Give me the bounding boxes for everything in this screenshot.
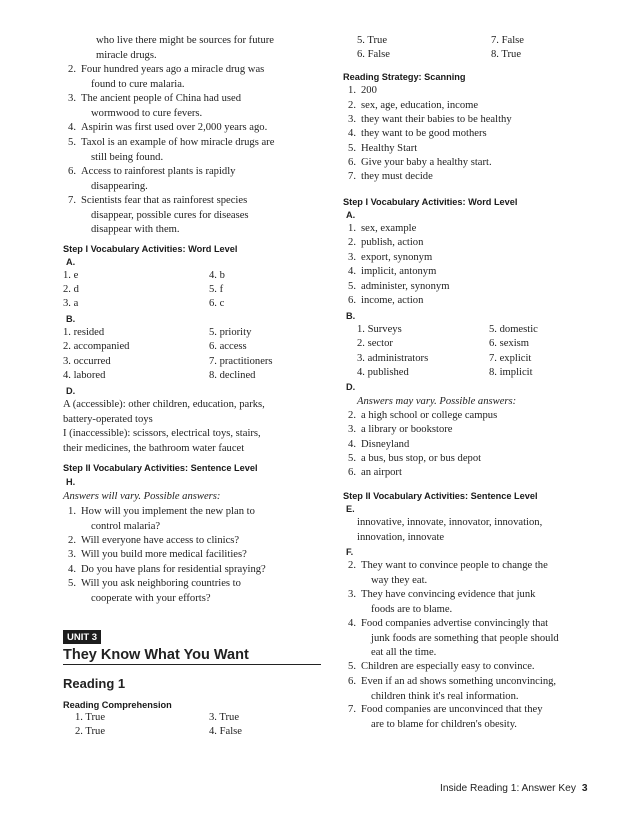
section-heading: Step II Vocabulary Activities: Sentence Level bbox=[63, 463, 258, 473]
line: eat all the time. bbox=[371, 647, 437, 658]
line: Healthy Start bbox=[361, 143, 418, 154]
answer: 3. a bbox=[63, 298, 79, 309]
line: children think it's real information. bbox=[371, 690, 519, 702]
list-item bbox=[343, 84, 598, 99]
line: a bus, bus stop, or bus depot bbox=[361, 453, 482, 464]
item-number: 5. bbox=[348, 281, 356, 292]
item-number: 6. bbox=[68, 166, 76, 177]
list-item bbox=[63, 63, 325, 92]
subsection-label: A. bbox=[66, 257, 76, 267]
line: they want to be good mothers bbox=[361, 128, 487, 139]
item-number: 4. bbox=[348, 439, 356, 450]
answer: 4. published bbox=[357, 367, 409, 378]
line: How will you implement the new plan to bbox=[81, 506, 255, 517]
line: junk foods are something that people should bbox=[371, 632, 559, 644]
line: administer, synonym bbox=[361, 281, 450, 292]
line: Children are especially easy to convince. bbox=[361, 661, 535, 672]
answer: 5. domestic bbox=[489, 324, 538, 335]
line: a high school or college campus bbox=[361, 410, 498, 421]
list-item bbox=[343, 559, 598, 588]
answer: 7. False bbox=[491, 35, 524, 46]
list-item bbox=[63, 136, 325, 165]
item-number: 6. bbox=[348, 676, 356, 687]
line: who live there might be sources for future bbox=[96, 35, 274, 46]
line: miracle drugs. bbox=[96, 49, 157, 61]
subsection-label: E. bbox=[346, 504, 355, 514]
item-number: 2. bbox=[348, 410, 356, 421]
line: they want their babies to be healthy bbox=[361, 114, 512, 125]
line: innovation, innovate bbox=[357, 531, 445, 543]
subsection-label: H. bbox=[66, 477, 76, 487]
item-number: 7. bbox=[348, 171, 356, 182]
list-item bbox=[63, 92, 325, 121]
line: sex, age, education, income bbox=[361, 100, 479, 111]
list-item bbox=[63, 534, 325, 549]
list-item bbox=[343, 170, 598, 185]
list-item bbox=[343, 113, 598, 128]
answer: 1. e bbox=[63, 270, 79, 281]
line: Do you have plans for residential spraying? bbox=[81, 564, 266, 575]
answer: 6. access bbox=[209, 341, 247, 352]
list-item bbox=[343, 588, 598, 617]
item-number: 4. bbox=[348, 266, 356, 277]
item-number: 7. bbox=[348, 704, 356, 715]
line: wormwood to cure fevers. bbox=[91, 107, 203, 119]
item-number: 3. bbox=[348, 589, 356, 600]
item-number: 2. bbox=[68, 64, 76, 75]
answer: 5. priority bbox=[209, 327, 252, 338]
answer: 2. True bbox=[75, 726, 106, 737]
answer: 5. True bbox=[357, 35, 388, 46]
line: Give your baby a healthy start. bbox=[361, 157, 492, 168]
item-number: 5. bbox=[68, 578, 76, 589]
line: Access to rainforest plants is rapidly bbox=[81, 166, 236, 177]
item-number: 4. bbox=[348, 128, 356, 139]
answer: 6. c bbox=[209, 298, 225, 309]
item-number: 1. bbox=[68, 506, 76, 517]
line: found to cure malaria. bbox=[91, 78, 185, 90]
section-heading: Step II Vocabulary Activities: Sentence Level bbox=[343, 491, 538, 501]
answer: 3. occurred bbox=[63, 356, 111, 367]
item-number: 4. bbox=[68, 122, 76, 133]
subsection-label: D. bbox=[66, 386, 76, 396]
line: still being found. bbox=[91, 151, 164, 163]
line: They have convincing evidence that junk bbox=[361, 589, 536, 600]
answer: 4. labored bbox=[63, 370, 106, 381]
line: foods are to blame. bbox=[371, 603, 453, 615]
item-number: 3. bbox=[348, 114, 356, 125]
item-number: 6. bbox=[348, 467, 356, 478]
line: Food companies advertise convincingly that bbox=[361, 618, 549, 629]
line: way they eat. bbox=[371, 574, 428, 586]
line: income, action bbox=[361, 295, 424, 306]
answer: 2. d bbox=[63, 284, 79, 295]
answer-paragraph bbox=[63, 398, 325, 456]
answer: 7. explicit bbox=[489, 353, 532, 364]
item-number: 3. bbox=[348, 424, 356, 435]
list-item bbox=[63, 121, 325, 136]
list-item bbox=[343, 660, 598, 675]
answer: 8. declined bbox=[209, 370, 256, 381]
answer: 5. f bbox=[209, 284, 224, 295]
list-item bbox=[343, 466, 598, 481]
line: A (accessible): other children, education, parks, bbox=[63, 399, 265, 410]
reading-title: Reading 1 bbox=[63, 676, 126, 691]
answer: 3. administrators bbox=[357, 353, 429, 364]
list-item bbox=[343, 251, 598, 266]
line: they must decide bbox=[361, 171, 433, 182]
line: disappear, possible cures for diseases bbox=[91, 209, 249, 221]
line: publish, action bbox=[361, 237, 424, 248]
list-item bbox=[343, 423, 598, 438]
answer: 2. accompanied bbox=[63, 341, 130, 352]
list-item bbox=[343, 675, 598, 704]
answer: 1. Surveys bbox=[357, 324, 402, 335]
footer-text: Inside Reading 1: Answer Key bbox=[440, 783, 576, 794]
line: 200 bbox=[361, 85, 377, 96]
unit-badge: UNIT 3 bbox=[63, 630, 101, 644]
item-number: 5. bbox=[348, 143, 356, 154]
list-item bbox=[343, 703, 598, 732]
line: disappear with them. bbox=[91, 224, 180, 235]
answer: 1. True bbox=[75, 712, 106, 723]
answer-note: Answers may vary. Possible answers: bbox=[357, 396, 517, 407]
answer: 3. True bbox=[209, 712, 240, 723]
subsection-label: B. bbox=[346, 311, 356, 321]
line: Will you build more medical facilities? bbox=[81, 549, 247, 560]
list-item bbox=[63, 548, 325, 563]
page-number: 3 bbox=[581, 783, 588, 794]
list-item bbox=[343, 222, 598, 237]
answer-paragraph bbox=[357, 516, 598, 545]
list-item bbox=[343, 617, 598, 661]
item-number: 4. bbox=[68, 564, 76, 575]
line: implicit, antonym bbox=[361, 266, 437, 277]
line: control malaria? bbox=[91, 520, 161, 532]
answer: 7. practitioners bbox=[209, 356, 273, 367]
list-item bbox=[63, 165, 325, 194]
line: Even if an ad shows something unconvincing, bbox=[361, 676, 557, 687]
line: battery-operated toys bbox=[63, 413, 153, 425]
unit-title: They Know What You Want bbox=[63, 647, 249, 663]
list-item bbox=[343, 99, 598, 114]
subsection-label: D. bbox=[346, 382, 356, 392]
line: an airport bbox=[361, 467, 402, 478]
line: Taxol is an example of how miracle drugs are bbox=[81, 137, 275, 148]
line: I (inaccessible): scissors, electrical toys, stairs, bbox=[63, 428, 261, 439]
answer: 8. True bbox=[491, 49, 522, 60]
list-item bbox=[63, 577, 325, 606]
subsection-label: B. bbox=[66, 314, 76, 324]
item-number: 3. bbox=[68, 93, 76, 104]
line: disappearing. bbox=[91, 180, 148, 192]
line: are to blame for children's obesity. bbox=[371, 718, 517, 730]
section-heading: Reading Strategy: Scanning bbox=[343, 72, 466, 82]
intro-continuation bbox=[96, 34, 325, 63]
list-item bbox=[343, 294, 598, 309]
list-item bbox=[343, 142, 598, 157]
page-footer bbox=[440, 782, 588, 796]
line: Four hundred years ago a miracle drug was bbox=[81, 64, 265, 75]
item-number: 6. bbox=[348, 157, 356, 168]
item-number: 1. bbox=[348, 85, 356, 96]
item-number: 5. bbox=[348, 661, 356, 672]
answer: 2. sector bbox=[357, 338, 393, 349]
section-heading: Step I Vocabulary Activities: Word Level bbox=[63, 244, 238, 254]
item-number: 7. bbox=[68, 195, 76, 206]
item-number: 3. bbox=[348, 252, 356, 263]
reading-comprehension-heading: Reading Comprehension bbox=[63, 700, 172, 710]
line: sex, example bbox=[361, 223, 417, 234]
subsection-label: F. bbox=[346, 547, 354, 557]
item-number: 2. bbox=[348, 100, 356, 111]
list-item bbox=[343, 236, 598, 251]
title-divider bbox=[63, 664, 321, 665]
line: They want to convince people to change the bbox=[361, 560, 548, 571]
answer: 1. resided bbox=[63, 327, 105, 338]
item-number: 6. bbox=[348, 295, 356, 306]
line: export, synonym bbox=[361, 252, 433, 263]
list-item bbox=[63, 194, 325, 238]
item-number: 5. bbox=[348, 453, 356, 464]
line: a library or bookstore bbox=[361, 424, 453, 435]
item-number: 1. bbox=[348, 223, 356, 234]
item-number: 4. bbox=[348, 618, 356, 629]
line: The ancient people of China had used bbox=[81, 93, 242, 104]
line: Food companies are unconvinced that they bbox=[361, 704, 543, 715]
item-number: 2. bbox=[68, 535, 76, 546]
list-item bbox=[343, 127, 598, 142]
list-item bbox=[343, 156, 598, 171]
line: innovative, innovate, innovator, innovation, bbox=[357, 517, 543, 528]
list-item bbox=[63, 563, 325, 578]
answer: 8. implicit bbox=[489, 367, 533, 378]
list-item bbox=[343, 452, 598, 467]
list-item bbox=[343, 280, 598, 295]
item-number: 2. bbox=[348, 237, 356, 248]
line: Will everyone have access to clinics? bbox=[81, 535, 240, 546]
answer-note: Answers will vary. Possible answers: bbox=[63, 491, 221, 502]
list-item bbox=[343, 438, 598, 453]
answer: 6. False bbox=[357, 49, 390, 60]
subsection-label: A. bbox=[346, 210, 356, 220]
answer: 4. b bbox=[209, 270, 225, 281]
line: Scientists fear that as rainforest species bbox=[81, 195, 248, 206]
answer: 6. sexism bbox=[489, 338, 530, 349]
item-number: 5. bbox=[68, 137, 76, 148]
list-item bbox=[343, 265, 598, 280]
item-number: 3. bbox=[68, 549, 76, 560]
line: Disneyland bbox=[361, 439, 410, 450]
line: cooperate with your efforts? bbox=[91, 592, 211, 604]
answer: 4. False bbox=[209, 726, 242, 737]
item-number: 2. bbox=[348, 560, 356, 571]
line: Will you ask neighboring countries to bbox=[81, 578, 241, 589]
line: their medicines, the bathroom water faucet bbox=[63, 442, 245, 454]
list-item bbox=[63, 505, 325, 534]
line: Aspirin was first used over 2,000 years ago. bbox=[81, 122, 268, 133]
section-heading: Step I Vocabulary Activities: Word Level bbox=[343, 197, 518, 207]
list-item bbox=[343, 409, 598, 424]
